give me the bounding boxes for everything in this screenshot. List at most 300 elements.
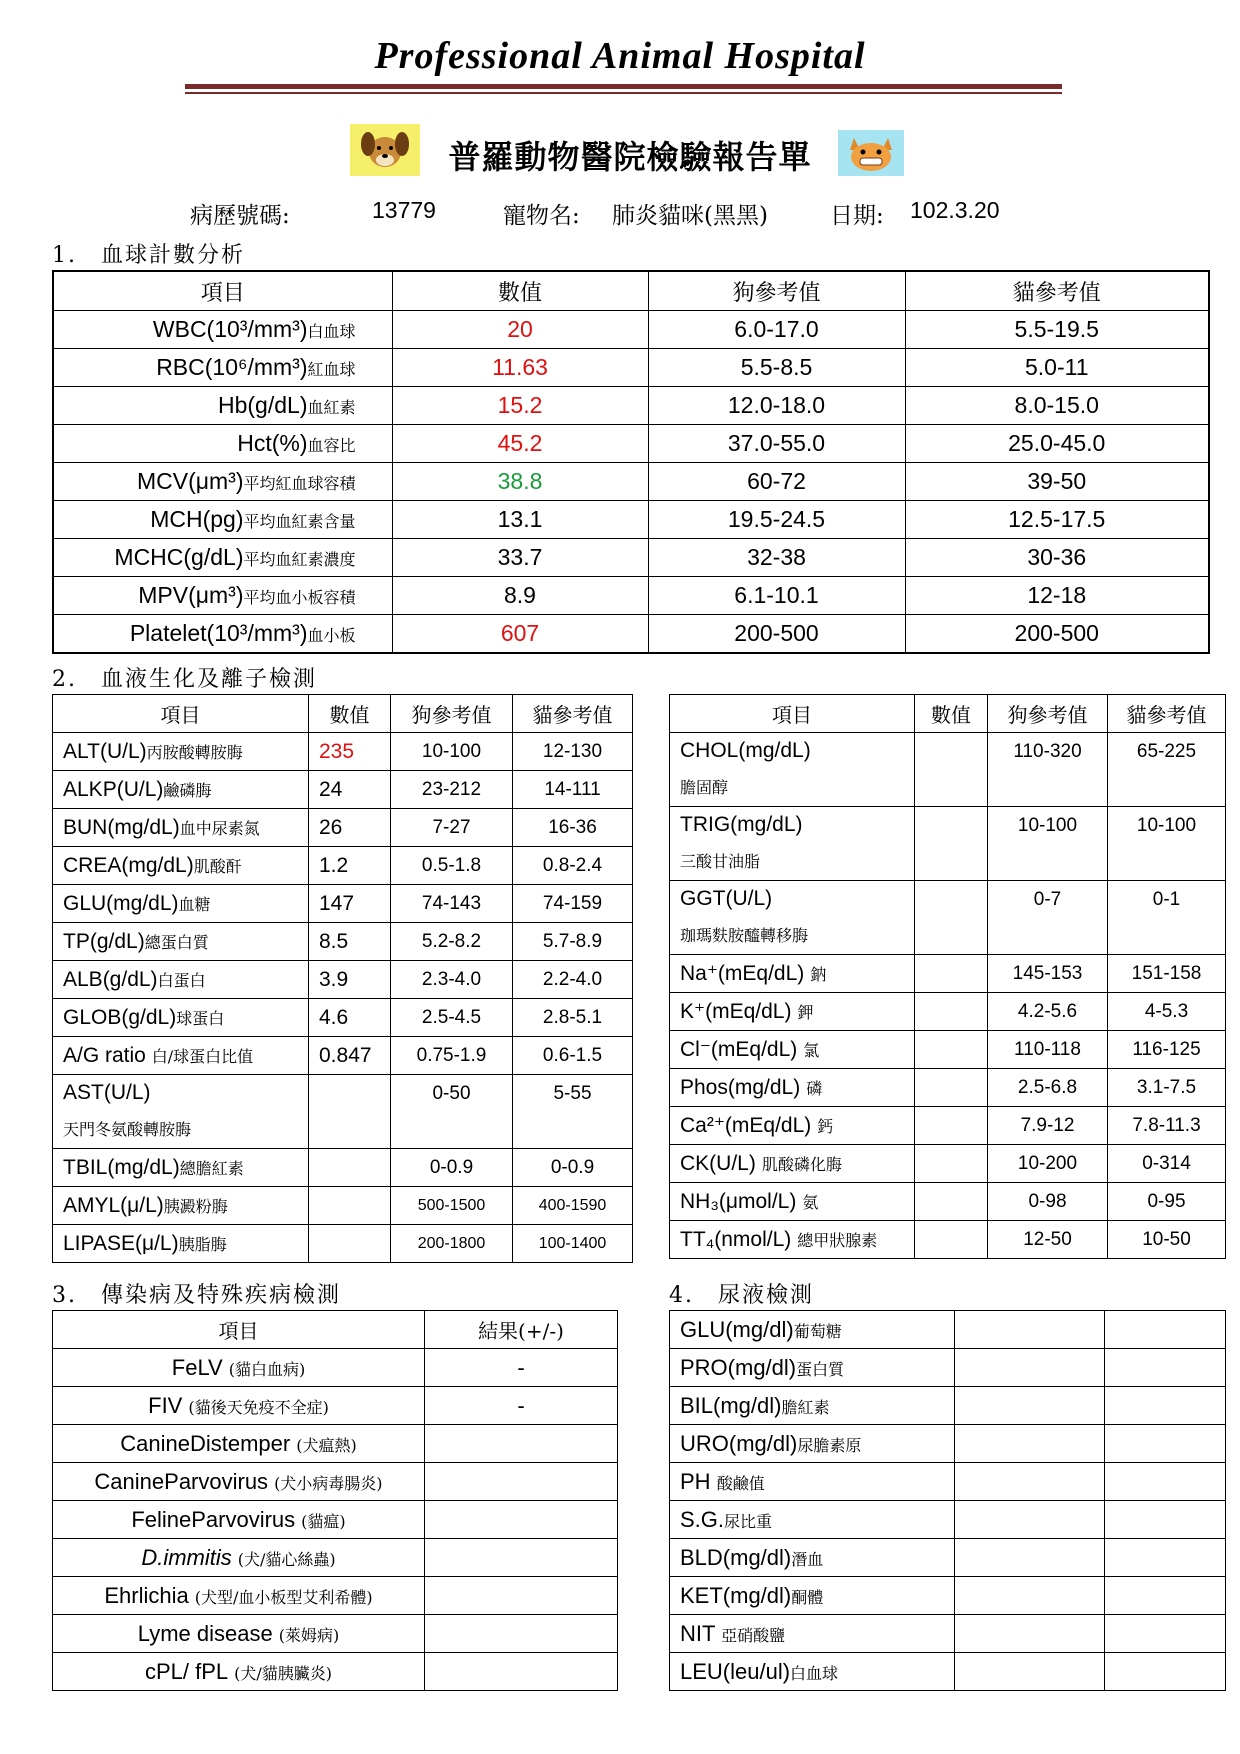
cbc-value: 13.1 <box>392 501 648 539</box>
infect-item-cell <box>53 1501 425 1539</box>
cbc-row <box>53 539 1209 577</box>
cbc-dog-reference: 37.0-55.0 <box>648 425 905 463</box>
chem-left-dog-reference: 0.75-1.9 <box>391 1037 513 1075</box>
section-title-chemistry: 2. 血液生化及離子檢測 <box>52 667 317 692</box>
cbc-item-name: MCV(μm³) <box>136 468 244 494</box>
cbc-dog-reference: 6.0-17.0 <box>648 311 905 349</box>
chem-left-item-name: CREA(mg/dL) <box>63 853 194 877</box>
cbc-dog-reference: 200-500 <box>648 615 905 654</box>
cbc-item-name: WBC(10³/mm³) <box>152 316 308 342</box>
chem-left-cat-reference: 0.8-2.4 <box>513 847 633 885</box>
cbc-item-name: MCH(pg) <box>150 506 244 532</box>
infect-item-cell <box>53 1349 425 1387</box>
cbc-cat-reference: 12-18 <box>905 577 1209 615</box>
cbc-row <box>53 463 1209 501</box>
cbc-item-chinese: 白血球 <box>307 322 356 341</box>
chem-left-item-cell <box>53 847 309 885</box>
chem-right-value <box>915 1145 988 1183</box>
chem-left-cat-reference: 5.7-8.9 <box>513 923 633 961</box>
urine-item-chinese: 蛋白質 <box>796 1359 845 1379</box>
chem-left-item-cell <box>53 961 309 999</box>
chem-left-value: 8.5 <box>309 923 391 961</box>
chem-right-cat-reference: 151-158 <box>1108 955 1226 993</box>
chem-right-dog-reference: 7.9-12 <box>988 1107 1108 1145</box>
cbc-item-name: Hct(%) <box>237 430 308 456</box>
chem-right-item-chinese: 磷 <box>806 1078 823 1098</box>
chem-right-cat-reference: 0-95 <box>1108 1183 1226 1221</box>
infect-item-chinese: (貓後天免疫不全症) <box>188 1397 329 1417</box>
urine-item-cell <box>670 1311 955 1349</box>
urine-item-chinese: 尿膽素原 <box>797 1435 862 1455</box>
chem-right-dog-reference: 12-50 <box>988 1221 1108 1259</box>
urine-item-name: S.G. <box>680 1506 725 1532</box>
chem-left-row <box>53 1225 633 1263</box>
chem-left-item-name: AMYL(μ/L) <box>63 1193 164 1217</box>
chem-left-item-chinese: 丙胺酸轉胺脢 <box>146 742 243 762</box>
chem-left-dog-reference: 200-1800 <box>391 1225 513 1263</box>
date-label: 日期: <box>830 203 884 229</box>
chem-left-dog-reference: 10-100 <box>391 733 513 771</box>
chem-left-cat-reference: 12-130 <box>513 733 633 771</box>
section-title-cbc: 1. 血球計數分析 <box>52 243 245 268</box>
chem-left-header-cat: 貓參考值 <box>513 695 633 733</box>
infect-item-chinese: (犬/貓心絲蟲) <box>237 1549 336 1569</box>
chem-right-value <box>915 1221 988 1259</box>
chem-left-item-chinese: 球蛋白 <box>176 1008 225 1028</box>
urine-item-cell <box>670 1615 955 1653</box>
infect-row <box>53 1387 618 1425</box>
urine-extra-cell <box>1105 1311 1226 1349</box>
infect-row <box>53 1349 618 1387</box>
chem-left-row <box>53 885 633 923</box>
chem-right-item-name: CK(U/L) <box>680 1151 756 1175</box>
chem-left-row <box>53 1187 633 1225</box>
cbc-row <box>53 387 1209 425</box>
infect-item-name: cPL/ fPL <box>144 1658 229 1684</box>
chem-right-dog-reference: 2.5-6.8 <box>988 1069 1108 1107</box>
infect-header-row <box>53 1311 618 1349</box>
urine-item-chinese: 潛血 <box>791 1549 824 1569</box>
chem-right-item-chinese: 氨 <box>802 1192 819 1212</box>
urine-row <box>670 1387 1226 1425</box>
chem-right-row <box>670 1221 1226 1259</box>
chem-right-item-cell <box>670 807 915 881</box>
cbc-item-cell <box>53 501 392 539</box>
infect-item-cell <box>53 1539 425 1577</box>
cbc-dog-reference: 6.1-10.1 <box>648 577 905 615</box>
urine-item-chinese: 亞硝酸鹽 <box>721 1625 786 1645</box>
cbc-dog-reference: 12.0-18.0 <box>648 387 905 425</box>
report-date: 102.3.20 <box>910 197 1000 223</box>
cbc-cat-reference: 39-50 <box>905 463 1209 501</box>
chem-right-item-name: Cl⁻(mEq/dL) <box>680 1038 798 1061</box>
urine-item-chinese: 酮體 <box>791 1587 824 1607</box>
chem-right-value <box>915 1031 988 1069</box>
cbc-item-cell <box>53 349 392 387</box>
urine-result-cell <box>955 1615 1105 1653</box>
urine-item-cell <box>670 1387 955 1425</box>
chem-left-cat-reference: 100-1400 <box>513 1225 633 1263</box>
cbc-cat-reference: 30-36 <box>905 539 1209 577</box>
urine-row <box>670 1653 1226 1691</box>
urine-extra-cell <box>1105 1577 1226 1615</box>
chem-left-item-chinese: 血中尿素氮 <box>179 818 260 838</box>
chem-left-dog-reference: 74-143 <box>391 885 513 923</box>
chem-left-dog-reference: 7-27 <box>391 809 513 847</box>
chem-right-item-name: CHOL(mg/dL) <box>680 739 811 762</box>
chem-left-item-chinese: 天門冬氨酸轉胺脢 <box>63 1120 192 1139</box>
chem-right-item-cell <box>670 993 915 1031</box>
cbc-item-chinese: 血紅素 <box>307 398 356 417</box>
chem-right-item-cell <box>670 1031 915 1069</box>
chem-left-item-chinese: 血糖 <box>178 894 211 914</box>
urine-result-cell <box>955 1349 1105 1387</box>
infect-header-result: 結果(+/-) <box>425 1311 618 1349</box>
chem-right-item-chinese: 珈瑪麩胺醯轉移脢 <box>680 926 809 945</box>
urine-row <box>670 1501 1226 1539</box>
infect-result <box>425 1615 618 1653</box>
urine-table <box>669 1310 1226 1691</box>
chem-right-cat-reference: 10-50 <box>1108 1221 1226 1259</box>
chem-left-header-dog: 狗參考值 <box>391 695 513 733</box>
cbc-row <box>53 349 1209 387</box>
cbc-cat-reference: 200-500 <box>905 615 1209 654</box>
infect-header-item: 項目 <box>53 1311 425 1349</box>
chem-left-value: 235 <box>309 733 391 771</box>
infect-item-chinese: (犬/貓胰臟炎) <box>234 1663 333 1683</box>
chem-right-row <box>670 1031 1226 1069</box>
urine-item-name: URO(mg/dl) <box>680 1430 798 1456</box>
chem-left-item-name: TP(g/dL) <box>63 929 145 953</box>
urine-row <box>670 1539 1226 1577</box>
cbc-item-cell <box>53 463 392 501</box>
urine-item-cell <box>670 1463 955 1501</box>
chem-left-row <box>53 1037 633 1075</box>
chem-left-dog-reference: 500-1500 <box>391 1187 513 1225</box>
urine-result-cell <box>955 1577 1105 1615</box>
chem-left-item-chinese: 胰澱粉脢 <box>163 1196 228 1216</box>
chem-left-row <box>53 1149 633 1187</box>
cbc-item-chinese: 平均血小板容積 <box>243 588 356 607</box>
urine-result-cell <box>955 1539 1105 1577</box>
chem-right-dog-reference: 110-118 <box>988 1031 1108 1069</box>
cbc-item-cell <box>53 615 392 654</box>
infect-item-name: FeLV <box>171 1354 223 1380</box>
chem-right-item-chinese: 鉀 <box>797 1003 814 1022</box>
infect-result <box>425 1653 618 1691</box>
chem-left-item-name: TBIL(mg/dL) <box>63 1155 180 1179</box>
chem-left-item-cell <box>53 771 309 809</box>
cbc-value: 38.8 <box>392 463 648 501</box>
header-rule-thin <box>185 92 1062 94</box>
chem-right-item-cell <box>670 955 915 993</box>
infect-row <box>53 1425 618 1463</box>
chem-right-item-chinese: 總甲狀腺素 <box>797 1230 878 1250</box>
urine-row <box>670 1425 1226 1463</box>
chem-right-value <box>915 1069 988 1107</box>
urine-item-chinese: 白血球 <box>790 1663 839 1683</box>
chem-left-cat-reference: 5-55 <box>513 1075 633 1149</box>
chem-right-value <box>915 733 988 807</box>
chem-left-dog-reference: 0-50 <box>391 1075 513 1149</box>
chem-left-item-name: ALB(g/dL) <box>63 967 158 991</box>
urine-row <box>670 1311 1226 1349</box>
urine-row <box>670 1615 1226 1653</box>
cbc-item-cell <box>53 425 392 463</box>
urine-item-cell <box>670 1425 955 1463</box>
cbc-cat-reference: 5.5-19.5 <box>905 311 1209 349</box>
infect-result <box>425 1501 618 1539</box>
chem-left-item-name: GLU(mg/dL) <box>63 891 179 915</box>
urine-item-name: PH <box>680 1468 717 1494</box>
chem-right-cat-reference: 7.8-11.3 <box>1108 1107 1226 1145</box>
chem-right-row <box>670 955 1226 993</box>
infect-result: - <box>425 1349 618 1387</box>
chemistry-right-table <box>669 694 1226 1259</box>
chem-right-item-chinese: 膽固醇 <box>680 778 729 797</box>
chem-left-dog-reference: 5.2-8.2 <box>391 923 513 961</box>
chem-right-header-row <box>670 695 1226 733</box>
chem-right-item-chinese: 三酸甘油脂 <box>680 852 761 871</box>
chem-left-item-chinese: 鹼磷脢 <box>163 780 212 800</box>
chem-left-value <box>309 1187 391 1225</box>
infectious-table <box>52 1310 618 1691</box>
urine-extra-cell <box>1105 1349 1226 1387</box>
cbc-item-name: Platelet(10³/mm³) <box>129 620 308 646</box>
chem-left-item-cell <box>53 1187 309 1225</box>
chem-left-item-chinese: 肌酸酐 <box>193 856 242 876</box>
cbc-dog-reference: 32-38 <box>648 539 905 577</box>
urine-extra-cell <box>1105 1387 1226 1425</box>
infect-item-name: Lyme disease <box>137 1620 273 1646</box>
chem-left-item-cell <box>53 1037 309 1075</box>
cbc-cat-reference: 8.0-15.0 <box>905 387 1209 425</box>
chem-left-value: 1.2 <box>309 847 391 885</box>
cbc-row <box>53 311 1209 349</box>
cbc-item-cell <box>53 311 392 349</box>
pet-name: 肺炎貓咪(黑黑) <box>612 203 768 229</box>
chem-left-row <box>53 809 633 847</box>
urine-result-cell <box>955 1387 1105 1425</box>
infect-item-name: FIV <box>148 1392 183 1418</box>
chem-right-dog-reference: 110-320 <box>988 733 1108 807</box>
infect-row <box>53 1539 618 1577</box>
urine-extra-cell <box>1105 1539 1226 1577</box>
infect-item-cell <box>53 1615 425 1653</box>
chem-left-item-cell <box>53 885 309 923</box>
chem-left-value: 4.6 <box>309 999 391 1037</box>
chem-right-dog-reference: 0-98 <box>988 1183 1108 1221</box>
section-title-urine: 4. 尿液檢測 <box>669 1283 814 1308</box>
chem-right-row <box>670 993 1226 1031</box>
infect-result <box>425 1539 618 1577</box>
cbc-header-row <box>53 271 1209 311</box>
cbc-dog-reference: 5.5-8.5 <box>648 349 905 387</box>
chem-right-item-cell <box>670 1183 915 1221</box>
cbc-row <box>53 501 1209 539</box>
infect-result <box>425 1425 618 1463</box>
chem-left-item-chinese: 白/球蛋白比值 <box>151 1046 254 1066</box>
chem-right-row <box>670 1107 1226 1145</box>
chem-right-row <box>670 1069 1226 1107</box>
infect-item-name: Ehrlichia <box>104 1582 189 1608</box>
chemistry-left-table <box>52 694 633 1263</box>
infect-item-chinese: (犬小病毒腸炎) <box>274 1473 383 1493</box>
chem-right-item-name: K⁺(mEq/dL) <box>680 1000 792 1023</box>
chem-right-cat-reference: 3.1-7.5 <box>1108 1069 1226 1107</box>
cbc-row <box>53 577 1209 615</box>
cbc-item-cell <box>53 539 392 577</box>
cbc-value: 8.9 <box>392 577 648 615</box>
cbc-value: 45.2 <box>392 425 648 463</box>
chem-left-row <box>53 1075 633 1149</box>
chem-right-header-value: 數值 <box>915 695 988 733</box>
chem-right-item-cell <box>670 1145 915 1183</box>
chem-right-dog-reference: 145-153 <box>988 955 1108 993</box>
cbc-header-value: 數值 <box>392 271 648 311</box>
cbc-item-chinese: 血容比 <box>307 436 356 455</box>
urine-extra-cell <box>1105 1615 1226 1653</box>
chem-right-value <box>915 955 988 993</box>
chem-right-item-cell <box>670 881 915 955</box>
chem-right-dog-reference: 4.2-5.6 <box>988 993 1108 1031</box>
chem-right-cat-reference: 116-125 <box>1108 1031 1226 1069</box>
chem-right-item-cell <box>670 733 915 807</box>
chem-left-cat-reference: 400-1590 <box>513 1187 633 1225</box>
chem-left-item-chinese: 總蛋白質 <box>144 932 209 952</box>
chem-right-row <box>670 1145 1226 1183</box>
infect-item-chinese: (萊姆病) <box>278 1625 340 1645</box>
chem-left-dog-reference: 0.5-1.8 <box>391 847 513 885</box>
chem-left-cat-reference: 74-159 <box>513 885 633 923</box>
chem-right-row <box>670 881 1226 955</box>
urine-result-cell <box>955 1425 1105 1463</box>
chem-right-cat-reference: 65-225 <box>1108 733 1226 807</box>
chem-left-dog-reference: 2.5-4.5 <box>391 999 513 1037</box>
cbc-item-chinese: 紅血球 <box>307 360 356 379</box>
chem-right-item-name: Ca²⁺(mEq/dL) <box>680 1114 812 1137</box>
infect-item-chinese: (犬瘟熱) <box>296 1435 357 1455</box>
urine-item-name: LEU(leu/ul) <box>680 1658 791 1684</box>
cbc-header-dog: 狗參考值 <box>648 271 905 311</box>
infect-row <box>53 1615 618 1653</box>
cbc-item-chinese: 平均紅血球容積 <box>243 474 356 493</box>
infect-row <box>53 1501 618 1539</box>
chem-right-item-chinese: 肌酸磷化脢 <box>761 1154 842 1174</box>
cbc-value: 15.2 <box>392 387 648 425</box>
chem-right-item-cell <box>670 1221 915 1259</box>
cbc-dog-reference: 19.5-24.5 <box>648 501 905 539</box>
cbc-value: 11.63 <box>392 349 648 387</box>
pet-label: 寵物名: <box>503 203 580 229</box>
section-title-infectious: 3. 傳染病及特殊疾病檢測 <box>52 1283 341 1308</box>
infect-row <box>53 1577 618 1615</box>
cbc-item-name: Hb(g/dL) <box>218 392 308 418</box>
urine-item-cell <box>670 1349 955 1387</box>
infect-item-cell <box>53 1425 425 1463</box>
report-title: 普羅動物醫院檢驗報告單 <box>448 138 812 176</box>
chem-right-value <box>915 993 988 1031</box>
chem-left-row <box>53 847 633 885</box>
hospital-name: Professional Animal Hospital <box>374 35 866 77</box>
cbc-row <box>53 425 1209 463</box>
chem-left-value: 0.847 <box>309 1037 391 1075</box>
urine-extra-cell <box>1105 1425 1226 1463</box>
chem-right-item-name: Phos(mg/dL) <box>680 1075 801 1099</box>
chem-left-row <box>53 961 633 999</box>
cbc-item-name: MCHC(g/dL) <box>114 544 244 570</box>
chem-right-header-item: 項目 <box>670 695 915 733</box>
chem-left-row <box>53 923 633 961</box>
chem-right-cat-reference: 0-1 <box>1108 881 1226 955</box>
cbc-table <box>52 270 1210 654</box>
urine-row <box>670 1349 1226 1387</box>
chem-right-value <box>915 1107 988 1145</box>
cbc-item-name: RBC(10⁶/mm³) <box>156 354 308 380</box>
header-rule <box>185 84 1062 89</box>
cbc-item-cell <box>53 387 392 425</box>
chem-left-dog-reference: 0-0.9 <box>391 1149 513 1187</box>
chem-right-dog-reference: 0-7 <box>988 881 1108 955</box>
chem-right-item-cell <box>670 1107 915 1145</box>
chem-left-cat-reference: 2.8-5.1 <box>513 999 633 1037</box>
infect-item-name: CanineParvovirus <box>94 1468 269 1494</box>
chem-left-item-name: LIPASE(μ/L) <box>63 1231 179 1255</box>
urine-item-name: KET(mg/dl) <box>680 1582 792 1608</box>
infect-item-cell <box>53 1463 425 1501</box>
urine-item-name: BIL(mg/dl) <box>680 1392 782 1418</box>
urine-result-cell <box>955 1311 1105 1349</box>
cbc-value: 20 <box>392 311 648 349</box>
chem-right-item-name: GGT(U/L) <box>680 887 773 910</box>
report-title-row <box>0 124 1240 180</box>
chem-left-dog-reference: 2.3-4.0 <box>391 961 513 999</box>
chem-left-value: 147 <box>309 885 391 923</box>
chem-right-dog-reference: 10-100 <box>988 807 1108 881</box>
urine-item-chinese: 尿比重 <box>724 1511 773 1531</box>
urine-item-cell <box>670 1653 955 1691</box>
cbc-item-chinese: 平均血紅素含量 <box>243 512 356 531</box>
cbc-item-name: MPV(μm³) <box>138 582 244 608</box>
urine-extra-cell <box>1105 1463 1226 1501</box>
chem-left-value <box>309 1225 391 1263</box>
urine-result-cell <box>955 1501 1105 1539</box>
infect-item-chinese: (貓白血病) <box>228 1359 306 1379</box>
cbc-cat-reference: 5.0-11 <box>905 349 1209 387</box>
chem-right-item-cell <box>670 1069 915 1107</box>
chem-left-value: 3.9 <box>309 961 391 999</box>
infect-row <box>53 1463 618 1501</box>
chem-right-header-dog: 狗參考值 <box>988 695 1108 733</box>
chem-right-value <box>915 881 988 955</box>
cbc-cat-reference: 25.0-45.0 <box>905 425 1209 463</box>
chem-right-item-name: Na⁺(mEq/dL) <box>680 962 805 985</box>
cbc-value: 607 <box>392 615 648 654</box>
urine-item-name: BLD(mg/dl) <box>680 1544 792 1570</box>
chem-left-cat-reference: 16-36 <box>513 809 633 847</box>
chem-left-item-cell <box>53 1149 309 1187</box>
chem-right-cat-reference: 10-100 <box>1108 807 1226 881</box>
infect-item-cell <box>53 1653 425 1691</box>
chem-left-item-chinese: 胰脂脢 <box>178 1234 227 1254</box>
infect-result <box>425 1463 618 1501</box>
chem-right-value <box>915 807 988 881</box>
chem-right-item-name: NH₃(μmol/L) <box>680 1189 797 1213</box>
urine-result-cell <box>955 1463 1105 1501</box>
cbc-value: 33.7 <box>392 539 648 577</box>
chem-right-header-cat: 貓參考值 <box>1108 695 1226 733</box>
urine-item-name: GLU(mg/dl) <box>680 1316 794 1342</box>
